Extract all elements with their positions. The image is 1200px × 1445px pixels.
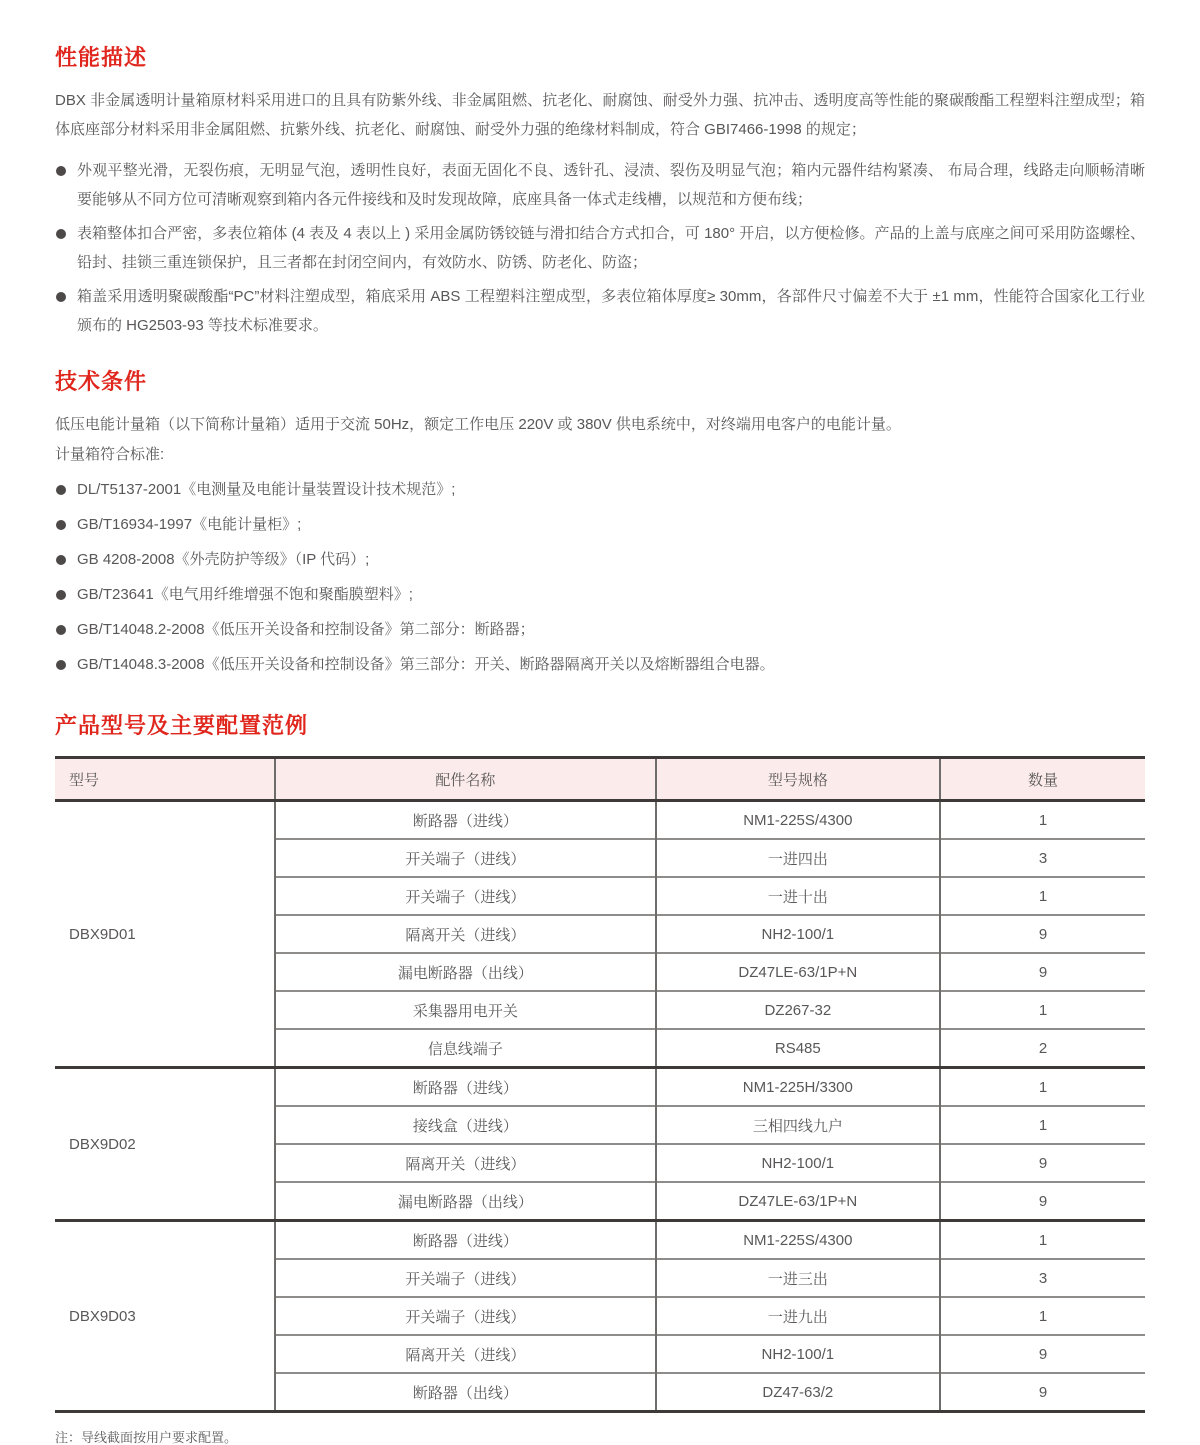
standard-text: DL/T5137-2001《电测量及电能计量装置设计技术规范》;	[77, 481, 456, 498]
standard-text: GB/T23641《电气用纤维增强不饱和聚酯膜塑料》;	[77, 586, 413, 603]
part-name-cell: 开关端子（进线）	[275, 839, 655, 877]
performance-bullet-text: 箱盖采用透明聚碳酸酯“PC”材料注塑成型，箱底采用 ABS 工程塑料注塑成型，多表位箱体厚度≥ 30mm，各部件尺寸偏差不大于 ±1 mm，性能符合国家化工行业颁布的 HG2503-93 等技术标准要求。	[77, 288, 1145, 334]
table-row	[55, 1068, 1145, 1107]
bullet-icon	[56, 485, 66, 495]
part-name-cell: 开关端子（进线）	[275, 1297, 655, 1335]
qty-cell: 9	[940, 1373, 1145, 1412]
qty-cell: 1	[940, 1221, 1145, 1260]
qty-cell: 1	[940, 1106, 1145, 1144]
part-name-cell: 断路器（出线）	[275, 1373, 655, 1412]
part-name-cell: 采集器用电开关	[275, 991, 655, 1029]
standards-lead: 计量箱符合标准:	[55, 446, 165, 463]
bullet-icon	[56, 292, 66, 302]
qty-cell: 1	[940, 991, 1145, 1029]
bullet-icon	[56, 625, 66, 635]
standard-text: GB/T16934-1997《电能计量柜》;	[77, 516, 302, 533]
performance-bullet	[55, 282, 1145, 340]
standard-item	[55, 507, 1145, 542]
qty-cell: 9	[940, 1335, 1145, 1373]
performance-intro: DBX 非金属透明计量箱原材料采用进口的且具有防紫外线、非金属阻燃、抗老化、耐腐蚀、耐受外力强、抗冲击、透明度高等性能的聚碳酸酯工程塑料注塑成型；箱体底座部分材料采用非金属阻燃、抗紫外线、抗老化、耐腐蚀、耐受外力强的绝缘材料制成，符合 GBI7466-1998 的规定；	[55, 92, 1145, 138]
column-header-0: 型号	[55, 758, 275, 801]
part-name-cell: 断路器（进线）	[275, 801, 655, 840]
spec-cell: NH2-100/1	[656, 915, 940, 953]
qty-cell: 1	[940, 1297, 1145, 1335]
standard-text: GB/T14048.2-2008《低压开关设备和控制设备》第二部分：断路器；	[77, 621, 535, 638]
section-products	[55, 712, 1145, 1445]
qty-cell: 9	[940, 953, 1145, 991]
spec-cell: DZ267-32	[656, 991, 940, 1029]
spec-cell: NM1-225S/4300	[656, 801, 940, 840]
spec-cell: DZ47LE-63/1P+N	[656, 953, 940, 991]
standards-list	[55, 472, 1145, 682]
standard-text: GB 4208-2008《外壳防护等级》（IP 代码）;	[77, 551, 370, 568]
model-cell: DBX9D01	[55, 801, 275, 1068]
standard-item	[55, 542, 1145, 577]
qty-cell: 9	[940, 1144, 1145, 1182]
spec-cell: DZ47-63/2	[656, 1373, 940, 1412]
standard-item	[55, 612, 1145, 647]
performance-bullet-list	[55, 156, 1145, 340]
config-table-header-row	[55, 758, 1145, 801]
section-performance	[55, 44, 1145, 340]
spec-cell: RS485	[656, 1029, 940, 1068]
performance-bullet	[55, 219, 1145, 277]
config-table-body	[55, 801, 1145, 1412]
bullet-icon	[56, 660, 66, 670]
qty-cell: 9	[940, 1182, 1145, 1221]
qty-cell: 3	[940, 839, 1145, 877]
performance-bullet	[55, 156, 1145, 214]
qty-cell: 9	[940, 915, 1145, 953]
spec-cell: 一进十出	[656, 877, 940, 915]
standard-text: GB/T14048.3-2008《低压开关设备和控制设备》第三部分：开关、断路器隔离开关以及熔断器组合电器。	[77, 656, 775, 673]
bullet-icon	[56, 520, 66, 530]
products-title: 产品型号及主要配置范例	[55, 713, 309, 738]
performance-bullet-text: 表箱整体扣合严密，多表位箱体 (4 表及 4 表以上 ) 采用金属防锈铰链与滑扣结合方式扣合，可 180° 开启，以方便检修。产品的上盖与底座之间可采用防盗螺栓、铅封、挂锁三重连锁保护，且三者都在封闭空间内，有效防水、防锈、防老化、防盗；	[77, 225, 1146, 271]
part-name-cell: 漏电断路器（出线）	[275, 953, 655, 991]
part-name-cell: 隔离开关（进线）	[275, 915, 655, 953]
spec-cell: NM1-225S/4300	[656, 1221, 940, 1260]
technical-title: 技术条件	[55, 369, 148, 394]
column-header-1: 配件名称	[275, 758, 655, 801]
spec-cell: NH2-100/1	[656, 1144, 940, 1182]
bullet-icon	[56, 555, 66, 565]
part-name-cell: 断路器（进线）	[275, 1068, 655, 1107]
qty-cell: 1	[940, 801, 1145, 840]
technical-intro: 低压电能计量箱（以下简称计量箱）适用于交流 50Hz，额定工作电压 220V 或 380V 供电系统中，对终端用电客户的电能计量。	[55, 416, 901, 433]
performance-title: 性能描述	[55, 45, 148, 70]
column-header-2: 型号规格	[656, 758, 940, 801]
standard-item	[55, 472, 1145, 507]
spec-cell: DZ47LE-63/1P+N	[656, 1182, 940, 1221]
config-table	[55, 756, 1145, 1413]
part-name-cell: 断路器（进线）	[275, 1221, 655, 1260]
column-header-3: 数量	[940, 758, 1145, 801]
performance-bullet-text: 外观平整光滑，无裂伤痕，无明显气泡，透明性良好，表面无固化不良、透针孔、浸渍、裂伤及明显气泡；箱内元器件结构紧凑、 布局合理，线路走向顺畅清晰要能够从不同方位可清晰观察到箱内各元件接线和及时发现故障，底座具备一体式走线槽，以规范和方便布线；	[77, 162, 1145, 208]
bullet-icon	[56, 590, 66, 600]
part-name-cell: 接线盒（进线）	[275, 1106, 655, 1144]
table-note: 注：导线截面按用户要求配置。	[55, 1430, 238, 1445]
standard-item	[55, 577, 1145, 612]
part-name-cell: 漏电断路器（出线）	[275, 1182, 655, 1221]
spec-cell: 一进九出	[656, 1297, 940, 1335]
spec-cell: 一进三出	[656, 1259, 940, 1297]
spec-cell: 一进四出	[656, 839, 940, 877]
model-cell: DBX9D02	[55, 1068, 275, 1221]
part-name-cell: 隔离开关（进线）	[275, 1335, 655, 1373]
qty-cell: 1	[940, 1068, 1145, 1107]
spec-cell: 三相四线九户	[656, 1106, 940, 1144]
part-name-cell: 开关端子（进线）	[275, 1259, 655, 1297]
part-name-cell: 信息线端子	[275, 1029, 655, 1068]
table-row	[55, 1221, 1145, 1260]
section-technical	[55, 368, 1145, 682]
part-name-cell: 开关端子（进线）	[275, 877, 655, 915]
qty-cell: 1	[940, 877, 1145, 915]
qty-cell: 2	[940, 1029, 1145, 1068]
table-row	[55, 801, 1145, 840]
bullet-icon	[56, 166, 66, 176]
config-table-head	[55, 758, 1145, 801]
spec-cell: NH2-100/1	[656, 1335, 940, 1373]
bullet-icon	[56, 229, 66, 239]
standard-item	[55, 647, 1145, 682]
model-cell: DBX9D03	[55, 1221, 275, 1412]
spec-cell: NM1-225H/3300	[656, 1068, 940, 1107]
qty-cell: 3	[940, 1259, 1145, 1297]
part-name-cell: 隔离开关（进线）	[275, 1144, 655, 1182]
